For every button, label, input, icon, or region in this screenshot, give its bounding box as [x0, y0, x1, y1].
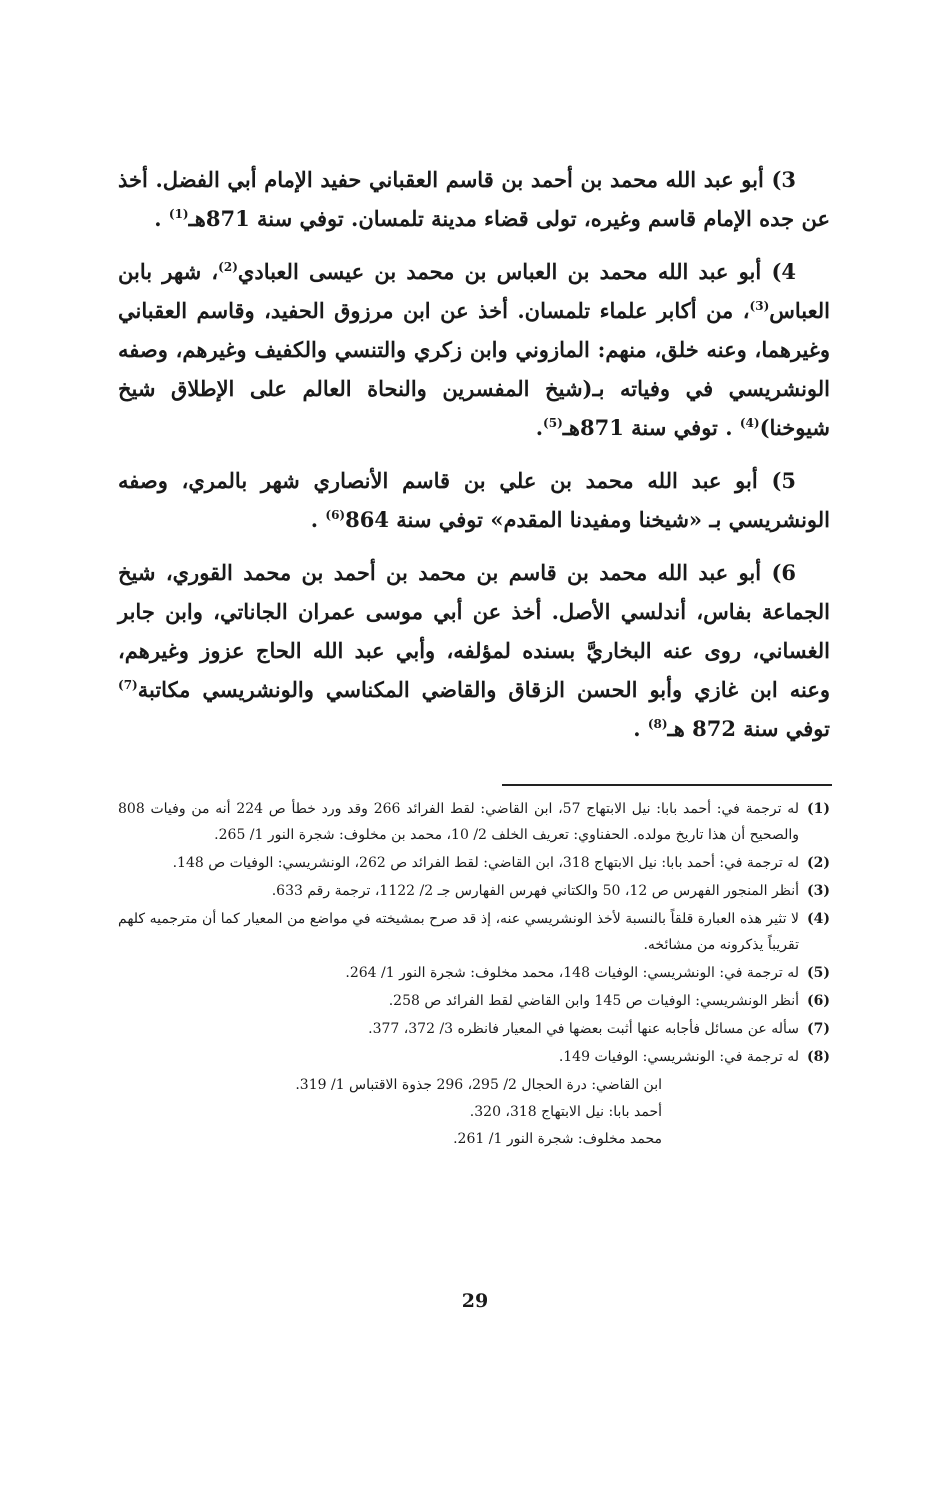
entry-text: أبو عبد الله محمد بن أحمد بن قاسم العقباني حفيد الإمام أبي الفضل. أخذ عن جده الإمام قاسم وغيره، تولى قضاء مدينة تلمسان. توفي سنة 871هـ	[118, 167, 830, 231]
footnote-7	[118, 1016, 830, 1042]
entry-number: 6)	[771, 560, 796, 585]
footnote-6	[118, 988, 830, 1014]
footnote-ref[interactable]: (8)	[647, 717, 668, 731]
footnote-4	[118, 906, 830, 958]
footnote-number: (6)	[807, 993, 830, 1009]
footnote-number: (4)	[807, 911, 830, 927]
footnote-8	[118, 1044, 830, 1070]
footnote-ref[interactable]: (2)	[218, 260, 238, 274]
main-text	[118, 160, 830, 762]
footnote-divider	[502, 784, 832, 786]
footnote-number: (3)	[807, 883, 830, 899]
footnote-number: (8)	[807, 1049, 830, 1065]
entry-6: 6) أبو عبد الله محمد بن قاسم بن محمد بن أحمد بن محمد القوري، شيخ الجماعة بفاس، أندلسي الأصل. أخذ عن أبي موسى عمران الجاناتي، وابن جابر الغساني، روى عنه البخاريَّ بسنده لمؤلفه، وأبي عبد الله الحاج عزوز وغيرهم، وعنه ابن غازي وأبو الحسن الزقاق والقاضي المكناسي والونشريسي مكاتبة$^{(7)}$ توفي سنة 872 هـ$^{(8)}$ .	[118, 560, 830, 741]
source-line: محمد مخلوف: شجرة النور 1/ 261.	[453, 1131, 662, 1147]
footnote-5	[118, 960, 830, 986]
footnote-ref[interactable]: (7)	[118, 678, 138, 692]
footnote-text: له ترجمة في: الونشريسي: الوفيات 148، محمد مخلوف: شجرة النور 1/ 264.	[345, 965, 799, 981]
footnote-ref[interactable]: (5)	[543, 416, 563, 430]
footnote-ref[interactable]: (1)	[168, 207, 189, 221]
footnote-number: (2)	[807, 855, 830, 871]
footnotes	[118, 796, 830, 1153]
entry-number: 5)	[771, 468, 796, 493]
source-line: ابن القاضي: درة الحجال 2/ 295، 296 جذوة الاقتباس 1/ 319.	[295, 1077, 662, 1093]
footnote-text: له ترجمة في: الونشريسي: الوفيات 149.	[558, 1049, 799, 1065]
footnote-2	[118, 850, 830, 876]
entry-number: 3)	[771, 167, 796, 192]
footnote-ref[interactable]: (6)	[325, 508, 346, 522]
footnote-text: له ترجمة في: أحمد بابا: نيل الابتهاج 57، ابن القاضي: لقط الفرائد 266 وقد ورد خطأ ص 224 أنه من وفيات 808 والصحيح أن هذا تاريخ مولده. الحفناوي: تعريف الخلف 2/ 10، محمد بن مخلوف: شجرة النور 1/ 265.	[118, 801, 799, 843]
footnote-text: لا تثير هذه العبارة قلقاً بالنسبة لأخذ الونشريسي عنه، إذ قد صرح بمشيخته في مواضع من المعيار كما أن مترجميه كلهم تقريباً يذكرونه من مشائخه.	[118, 911, 799, 953]
footnote-number: (1)	[807, 801, 830, 817]
footnote-number: (5)	[807, 965, 830, 981]
entry-text: أبو عبد الله محمد بن قاسم بن محمد بن أحمد بن محمد القوري، شيخ الجماعة بفاس، أندلسي الأصل. أخذ عن أبي موسى عمران الجاناتي، وابن جابر الغساني، روى عنه البخاريَّ بسنده لمؤلفه، وأبي عبد الله الحاج عزوز وغيرهم، وعنه ابن غازي وأبو الحسن الزقاق والقاضي المكناسي والونشريسي مكاتبة	[118, 560, 830, 702]
entry-3: 3) أبو عبد الله محمد بن أحمد بن قاسم العقباني حفيد الإمام أبي الفضل. أخذ عن جده الإمام قاسم وغيره، تولى قضاء مدينة تلمسان. توفي سنة 871هـ$^{(1)}$ .	[118, 167, 830, 231]
source-line: أحمد بابا: نيل الابتهاج 318، 320.	[469, 1104, 662, 1120]
entry-number: 4)	[771, 259, 796, 284]
entry-text: أبو عبد الله محمد بن العباس بن محمد بن عيسى العبادي	[237, 259, 762, 284]
entry-5: 5) أبو عبد الله محمد بن علي بن قاسم الأنصاري شهر بالمري، وصفه الونشريسي بـ «شيخنا ومفيدنا المقدم» توفي سنة 864$^{(6)}$ .	[118, 468, 830, 532]
footnote-number: (7)	[807, 1021, 830, 1037]
page-number: 29	[461, 1290, 489, 1312]
entry-4: 4) أبو عبد الله محمد بن العباس بن محمد بن عيسى العبادي$^{(2)}$، شهر بابن العباس$^{(3)}$، من أكابر علماء تلمسان. أخذ عن ابن مرزوق الحفيد، وقاسم العقباني وغيرهما، وعنه خلق، منهم: المازوني وابن زكري والتنسي والكفيف وغيرهم، وصفه الونشريسي في وفياته بـ(شيخ المفسرين والنحاة العالم على الإطلاق شيخ شيوخنا)$^{(4)}$ . توفي سنة 871هـ$^{(5)}$.	[118, 259, 830, 440]
footnote-3	[118, 878, 830, 904]
footnote-text: سأله عن مسائل فأجابه عنها أثبت بعضها في المعيار فانظره 3/ 372، 377.	[368, 1021, 799, 1037]
footnote-text: أنظر الونشريسي: الوفيات ص 145 وابن القاضي لقط الفرائد ص 258.	[388, 993, 799, 1009]
entry-text: أبو عبد الله محمد بن علي بن قاسم الأنصاري شهر بالمري، وصفه الونشريسي بـ «شيخنا ومفيدنا المقدم» توفي سنة 864	[118, 468, 830, 532]
footnote-1	[118, 796, 830, 848]
footnote-ref[interactable]: (4)	[739, 416, 760, 430]
footnote-text: له ترجمة في: أحمد بابا: نيل الابتهاج 318، ابن القاضي: لقط الفرائد ص 262، الونشريسي: الوفيات ص 148.	[172, 855, 799, 871]
footnote-ref[interactable]: (3)	[749, 299, 770, 313]
footnote-8-sources	[118, 1072, 662, 1153]
footnote-text: أنظر المنجور الفهرس ص 12، 50 والكتاني فهرس الفهارس جـ 2/ 1122، ترجمة رقم 633.	[271, 883, 799, 899]
